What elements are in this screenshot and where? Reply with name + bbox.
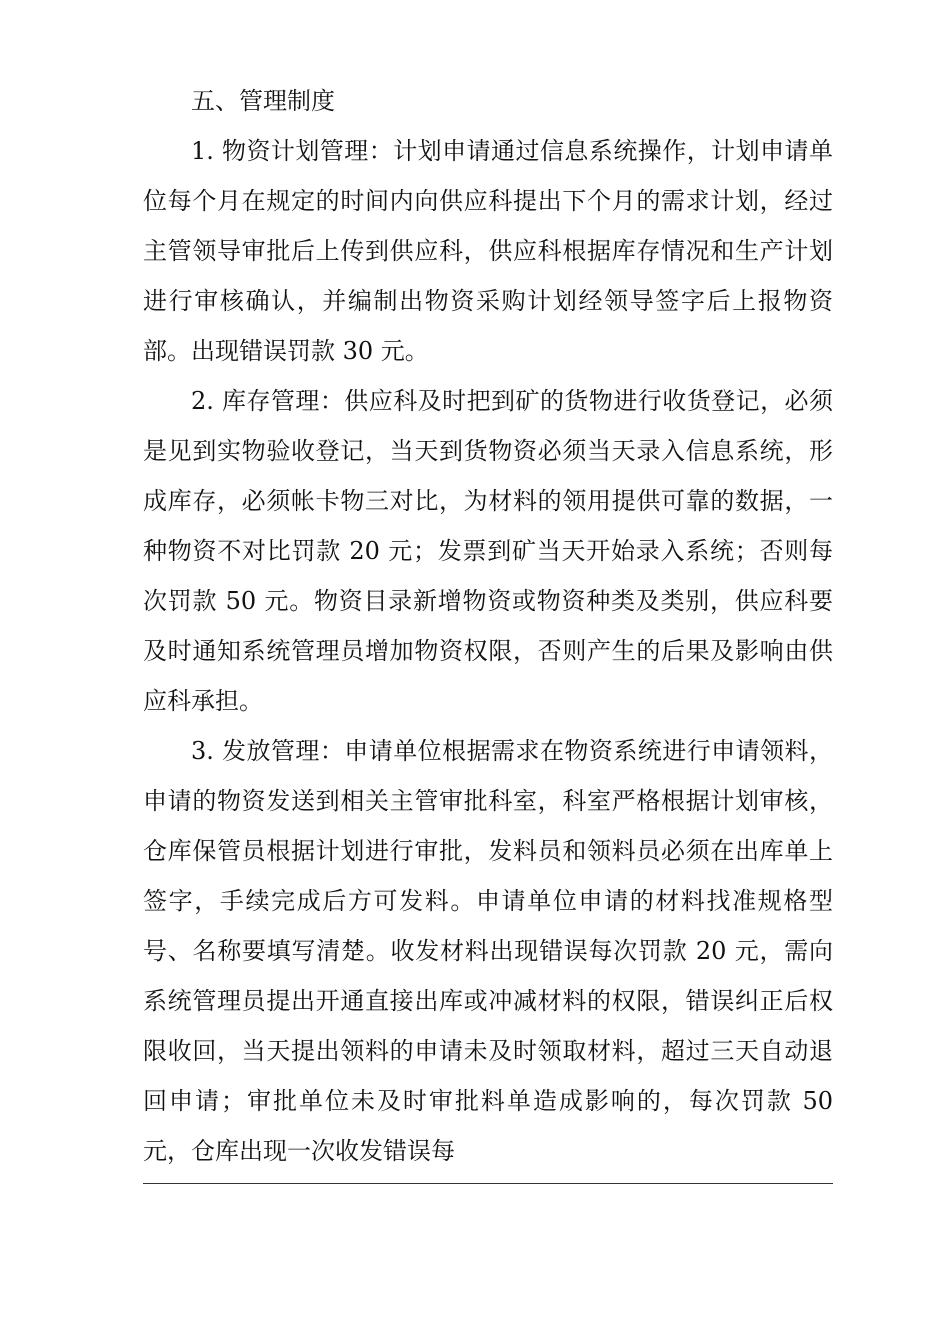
paragraph-issuance: 3. 发放管理：申请单位根据需求在物资系统进行申请领料，申请的物资发送到相关主管审批科室，科室严格根据计划审核，仓库保管员根据计划进行审批，发料员和领料员必须在出库单上签字，手续完成后方可发料。申请单位申请的材料找准规格型号、名称要填写清楚。收发材料出现错误每次罚款 20 元，需向系统管理员提出开通直接出库或冲减材料的权限，错误纠正后权限收回，当天提出领料的申请未及时领取材料，超过三天自动退回申请；审批单位未及时审批料单造成影响的，每次罚款 50 元，仓库出现一次收发错误每 <box>143 737 833 1165</box>
section-heading: 五、管理制度 <box>191 87 335 115</box>
document-body <box>143 76 833 1176</box>
paragraph-inventory: 2. 库存管理：供应科及时把到矿的货物进行收货登记，必须是见到实物验收登记，当天到货物资必须当天录入信息系统，形成库存，必须帐卡物三对比，为材料的领用提供可靠的数据，一种物资不对比罚款 20 元；发票到矿当天开始录入系统；否则每次罚款 50 元。物资目录新增物资或物资种类及类别，供应科要及时通知系统管理员增加物资权限，否则产生的后果及影响由供应科承担。 <box>143 387 833 715</box>
paragraph-material-plan: 1. 物资计划管理：计划申请通过信息系统操作，计划申请单位每个月在规定的时间内向供应科提出下个月的需求计划，经过主管领导审批后上传到供应科，供应科根据库存情况和生产计划进行审核确认，并编制出物资采购计划经领导签字后上报物资部。出现错误罚款 30 元。 <box>143 137 833 365</box>
footer-divider <box>143 1183 833 1184</box>
